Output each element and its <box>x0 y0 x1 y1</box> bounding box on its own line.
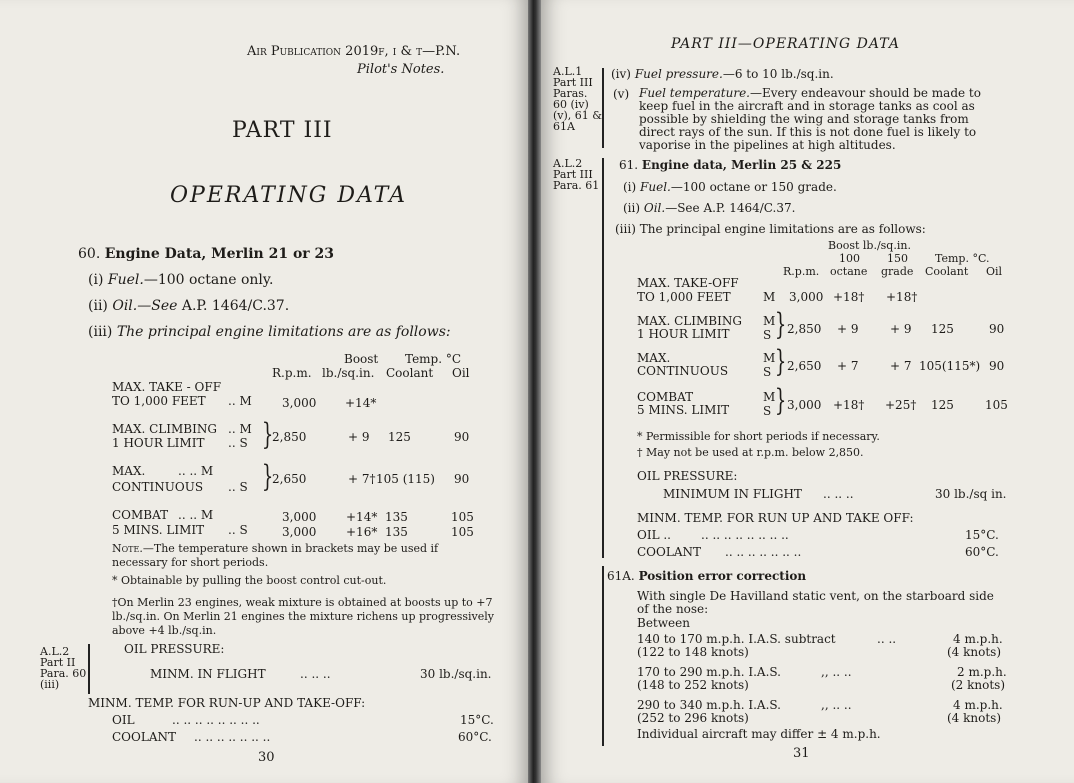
fuel-temperature-paragraph <box>639 87 1007 152</box>
margin-ref-line: Para. 61 <box>553 179 600 192</box>
part-title: PART III <box>232 118 333 143</box>
oil-row-label: OIL .. <box>637 528 671 542</box>
min-flight-value: 30 lb./sq in. <box>935 487 1007 501</box>
section-number: 61A. <box>607 569 635 583</box>
row-climb-oil: 90 <box>454 430 470 444</box>
oil-label: Oil.—See <box>112 298 178 314</box>
r-climb-coolant: 125 <box>931 322 954 336</box>
col-grade: grade <box>881 265 914 278</box>
margin-ref-line: A.L.2 <box>553 157 583 170</box>
r-takeoff-label-1: MAX. TAKE-OFF <box>637 276 739 290</box>
coolant-row-value: 60°C. <box>458 730 492 744</box>
pe1-line-2: (122 to 148 knots) <box>637 645 749 659</box>
minm-temp-heading: MINM. TEMP. FOR RUN UP AND TAKE OFF: <box>637 511 914 525</box>
r-climb-b150: + 9 <box>890 322 912 336</box>
row-takeoff-rpm: 3,000 <box>282 396 317 410</box>
pe3-line-1: 290 to 340 m.p.h. I.A.S. <box>637 698 781 712</box>
book-gutter <box>528 0 541 783</box>
row-cont-coolant: 105 (115) <box>376 472 435 486</box>
oil-pressure-heading: OIL PRESSURE: <box>637 469 738 483</box>
row-takeoff-label-2: TO 1,000 FEET <box>112 394 206 408</box>
footnote-star: * Obtainable by pulling the boost control cut-out. <box>112 574 387 587</box>
margin-rule <box>602 158 604 558</box>
row-combat-dots-2: .. S <box>228 523 248 537</box>
row-takeoff-label-1: MAX. TAKE - OFF <box>112 380 222 394</box>
r-takeoff-rpm: 3,000 <box>789 290 824 304</box>
minm-flight-dots: .. .. .. <box>300 667 331 681</box>
section-61a-heading <box>607 569 806 583</box>
oil-row-dots: .. .. .. .. .. .. .. .. <box>172 713 260 727</box>
brace-icon: } <box>261 417 274 452</box>
pe2-line-1: 170 to 290 m.p.h. I.A.S. <box>637 665 781 679</box>
col-oil: Oil <box>986 265 1003 278</box>
row-climb-dots-1: .. M <box>228 422 252 436</box>
coolant-row-dots: .. .. .. .. .. .. .. <box>725 545 802 559</box>
row-combat-rpm-2: 3,000 <box>282 525 317 539</box>
oil-row-dots: .. .. .. .. .. .. .. .. <box>701 528 789 542</box>
r-combat-b100: +18† <box>833 398 865 412</box>
item-number: (i) <box>623 180 637 194</box>
r-combat-label-1: COMBAT <box>637 390 694 404</box>
margin-ref-line: Part III <box>553 168 593 181</box>
row-cont-rpm: 2,650 <box>272 472 307 486</box>
r-takeoff-b100: +18† <box>833 290 865 304</box>
footnote-dagger: †On Merlin 23 engines, weak mixture is obtained at boosts up to +7 lb./sq.in. On Merlin 21 engines the mixture richens up progressively above +4 lb./sq.in. <box>112 596 494 637</box>
margin-ref-line: 60 (iv) <box>553 98 589 111</box>
margin-ref-line: (iii) <box>40 678 60 691</box>
r-combat-s: S <box>763 404 772 418</box>
brace-icon: } <box>261 459 274 494</box>
right-page <box>541 0 1074 783</box>
pe2-line-2: (148 to 252 knots) <box>637 678 749 692</box>
item-number: (i) <box>88 272 104 288</box>
r-climb-label-1: MAX. CLIMBING <box>637 314 742 328</box>
r-cont-label-2: CONTINUOUS <box>637 364 729 378</box>
r-combat-b150: +25† <box>885 398 917 412</box>
col-temp: Temp. °C. <box>935 252 990 265</box>
oil-row-value: 15°C. <box>965 528 999 542</box>
fuel-temperature-label: Fuel temperature. <box>639 86 750 100</box>
min-flight-label: MINIMUM IN FLIGHT <box>663 487 802 501</box>
minm-temp-heading: MINM. TEMP. FOR RUN-UP AND TAKE-OFF: <box>88 696 366 710</box>
margin-ref-line: A.L.1 <box>553 65 583 78</box>
section-60-title: Engine Data, Merlin 21 or 23 <box>104 246 335 262</box>
fuel-pressure-text: —6 to 10 lb./sq.in. <box>722 67 834 81</box>
margin-reference <box>40 646 86 690</box>
row-cont-label-1: MAX. <box>112 464 146 478</box>
left-page <box>0 0 528 783</box>
coolant-row-label: COOLANT <box>112 730 176 744</box>
header-pilots-notes: Pilot's Notes. <box>357 62 445 77</box>
r-cont-rpm: 2,650 <box>787 359 822 373</box>
row-cont-oil: 90 <box>454 472 470 486</box>
limits-text: The principal engine limitations are as follows: <box>116 324 451 340</box>
row-climb-rpm: 2,850 <box>272 430 307 444</box>
row-cont-dots-1: .. .. M <box>178 464 214 478</box>
r-takeoff-label-2: TO 1,000 FEET <box>637 290 731 304</box>
margin-ref-line: 61A <box>553 120 575 133</box>
limits-line <box>88 324 451 340</box>
pe2-value-2: (2 knots) <box>951 678 1006 692</box>
oil-text: —See A.P. 1464/C.37. <box>665 201 796 215</box>
section-61-heading <box>619 158 841 172</box>
row-cont-label-2: CONTINUOUS <box>112 480 204 494</box>
row-cont-boost: + 7† <box>348 472 376 486</box>
oil-row-value: 15°C. <box>460 713 494 727</box>
section-60-heading <box>78 246 334 262</box>
col-100: 100 <box>839 252 860 265</box>
col-coolant: Coolant <box>925 265 969 278</box>
margin-rule <box>602 566 604 746</box>
between-label: Between <box>637 616 690 630</box>
pe1-dots: .. .. <box>877 632 897 646</box>
r-climb-b100: + 9 <box>837 322 859 336</box>
section-title: Engine data, Merlin 25 & 225 <box>641 158 842 172</box>
pe2-dots: ,, .. .. <box>821 665 852 679</box>
margin-ref-line: (v), 61 & <box>553 109 603 122</box>
oil-pressure-heading: OIL PRESSURE: <box>124 642 225 656</box>
col-rpm: R.p.m. <box>272 366 312 380</box>
col-boost: Boost lb./sq.in. <box>828 239 911 252</box>
col-boost-2: lb./sq.in. <box>322 366 375 380</box>
oil-text: A.P. 1464/C.37. <box>181 298 290 314</box>
r-climb-s: S <box>763 328 772 342</box>
margin-rule <box>602 68 604 148</box>
margin-ref-line: Part III <box>553 76 593 89</box>
col-coolant: Coolant <box>386 366 434 380</box>
running-header: PART III—OPERATING DATA <box>671 36 900 52</box>
fuel-temperature-text: —Every endeavour should be made to keep fuel in the aircraft and in storage tanks as cool as possible by shielding the wing and storage tanks from direct rays of the sun. If this is not done fuel is likely to vaporise in the pipelines at high altitudes. <box>639 86 981 152</box>
s61-oil-line <box>623 201 795 215</box>
pe1-value-2: (4 knots) <box>947 645 1002 659</box>
col-oil: Oil <box>452 366 470 380</box>
row-combat-dots-1: .. .. M <box>178 508 214 522</box>
item-number: (v) <box>613 87 630 101</box>
minm-flight-value: 30 lb./sq.in. <box>420 667 492 681</box>
margin-ref-line: Para. 60 <box>40 667 87 680</box>
s61a-intro: With single De Havilland static vent, on the starboard side of the nose: <box>637 589 994 616</box>
r-cont-s: S <box>763 365 772 379</box>
fuel-text: —100 octane or 150 grade. <box>670 180 837 194</box>
fuel-label: Fuel. <box>107 272 144 288</box>
row-combat-boost-1: +14* <box>346 510 378 524</box>
coolant-row-value: 60°C. <box>965 545 999 559</box>
pe-note: Individual aircraft may differ ± 4 m.p.h. <box>637 727 881 741</box>
col-boost-1: Boost <box>344 352 379 366</box>
fuel-pressure-line <box>611 67 834 81</box>
row-climb-label-1: MAX. CLIMBING <box>112 422 217 436</box>
note-paragraph <box>112 542 492 570</box>
row-takeoff-boost: +14* <box>345 396 377 410</box>
col-150: 150 <box>887 252 908 265</box>
fuel-pressure-label: Fuel pressure. <box>634 67 723 81</box>
r-cont-coolant: 105(115*) <box>919 359 981 373</box>
coolant-row-label: COOLANT <box>637 545 701 559</box>
item-number: (iii) <box>615 222 636 236</box>
r-cont-m: M <box>763 351 776 365</box>
page-number: 31 <box>793 746 810 761</box>
row-combat-coolant-2: 135 <box>385 525 408 539</box>
pe3-value-2: (4 knots) <box>947 711 1002 725</box>
col-rpm: R.p.m. <box>783 265 820 278</box>
oil-line <box>88 298 289 314</box>
r-climb-oil: 90 <box>989 322 1005 336</box>
section-title: Position error correction <box>638 569 807 583</box>
margin-reference <box>553 158 599 191</box>
margin-ref-line: Paras. <box>553 87 588 100</box>
section-title: OPERATING DATA <box>170 183 408 208</box>
note-text: —The temperature shown in brackets may be used if necessary for short periods. <box>112 542 439 569</box>
r-takeoff-b150: +18† <box>886 290 918 304</box>
minm-flight-label: MINM. IN FLIGHT <box>150 667 266 681</box>
row-climb-label-2: 1 HOUR LIMIT <box>112 436 205 450</box>
row-takeoff-dots: .. M <box>228 394 252 408</box>
oil-label: Oil. <box>643 201 666 215</box>
r-combat-coolant: 125 <box>931 398 954 412</box>
r-climb-m: M <box>763 314 776 328</box>
oil-row-label: OIL <box>112 713 135 727</box>
min-flight-dots: .. .. .. <box>823 487 854 501</box>
row-cont-dots-2: .. S <box>228 480 248 494</box>
margin-rule <box>88 644 90 694</box>
row-combat-oil-2: 105 <box>451 525 474 539</box>
margin-ref-line: Part II <box>40 656 76 669</box>
section-60-number: 60. <box>78 246 101 262</box>
page-number: 30 <box>258 750 275 765</box>
pe1-value-1: 4 m.p.h. <box>953 632 1003 646</box>
pe3-value-1: 4 m.p.h. <box>953 698 1003 712</box>
r-combat-rpm: 3,000 <box>787 398 822 412</box>
fuel-label: Fuel. <box>640 180 671 194</box>
s61-limits-line <box>615 222 926 236</box>
footnote-dagger: † May not be used at r.p.m. below 2,850. <box>637 446 864 459</box>
row-climb-dots-2: .. S <box>228 436 248 450</box>
r-cont-b100: + 7 <box>837 359 859 373</box>
brace-icon: } <box>774 344 787 379</box>
pe1-line-1: 140 to 170 m.p.h. I.A.S. subtract <box>637 632 836 646</box>
row-combat-rpm-1: 3,000 <box>282 510 317 524</box>
row-combat-label-2: 5 MINS. LIMIT <box>112 523 205 537</box>
col-octane: octane <box>830 265 868 278</box>
row-combat-boost-2: +16* <box>346 525 378 539</box>
r-climb-rpm: 2,850 <box>787 322 822 336</box>
pe3-line-2: (252 to 296 knots) <box>637 711 749 725</box>
item-number: (ii) <box>623 201 641 215</box>
r-cont-oil: 90 <box>989 359 1005 373</box>
item-number: (iv) <box>611 67 631 81</box>
header-publication: Air Publication 2019f, i & t—P.N. <box>247 44 461 59</box>
row-combat-oil-1: 105 <box>451 510 474 524</box>
coolant-row-dots: .. .. .. .. .. .. .. <box>194 730 271 744</box>
fuel-text: —100 octane only. <box>143 272 274 288</box>
row-combat-coolant-1: 135 <box>385 510 408 524</box>
s61-fuel-line <box>623 180 837 194</box>
row-combat-label-1: COMBAT <box>112 508 169 522</box>
limits-text: The principal engine limitations are as follows: <box>639 222 926 236</box>
margin-ref-line: A.L.2 <box>40 645 70 658</box>
item-number: (ii) <box>88 298 108 314</box>
r-combat-label-2: 5 MINS. LIMIT <box>637 403 730 417</box>
margin-reference <box>553 66 602 132</box>
section-number: 61. <box>619 158 639 172</box>
r-takeoff-m: M <box>763 290 776 304</box>
r-climb-label-2: 1 HOUR LIMIT <box>637 327 730 341</box>
row-climb-boost: + 9 <box>348 430 370 444</box>
pe3-dots: ,, .. .. <box>821 698 852 712</box>
r-cont-label-1: MAX. <box>637 351 671 365</box>
r-combat-m: M <box>763 390 776 404</box>
col-temp: Temp. °C <box>405 352 462 366</box>
footnote-star: * Permissible for short periods if necessary. <box>637 430 880 443</box>
pe2-value-1: 2 m.p.h. <box>957 665 1007 679</box>
r-cont-b150: + 7 <box>890 359 912 373</box>
r-combat-oil: 105 <box>985 398 1008 412</box>
item-number: (iii) <box>88 324 113 340</box>
brace-icon: } <box>774 383 787 418</box>
fuel-line <box>88 272 273 288</box>
brace-icon: } <box>774 307 787 342</box>
note-label: Note. <box>112 542 143 555</box>
row-climb-coolant: 125 <box>388 430 411 444</box>
